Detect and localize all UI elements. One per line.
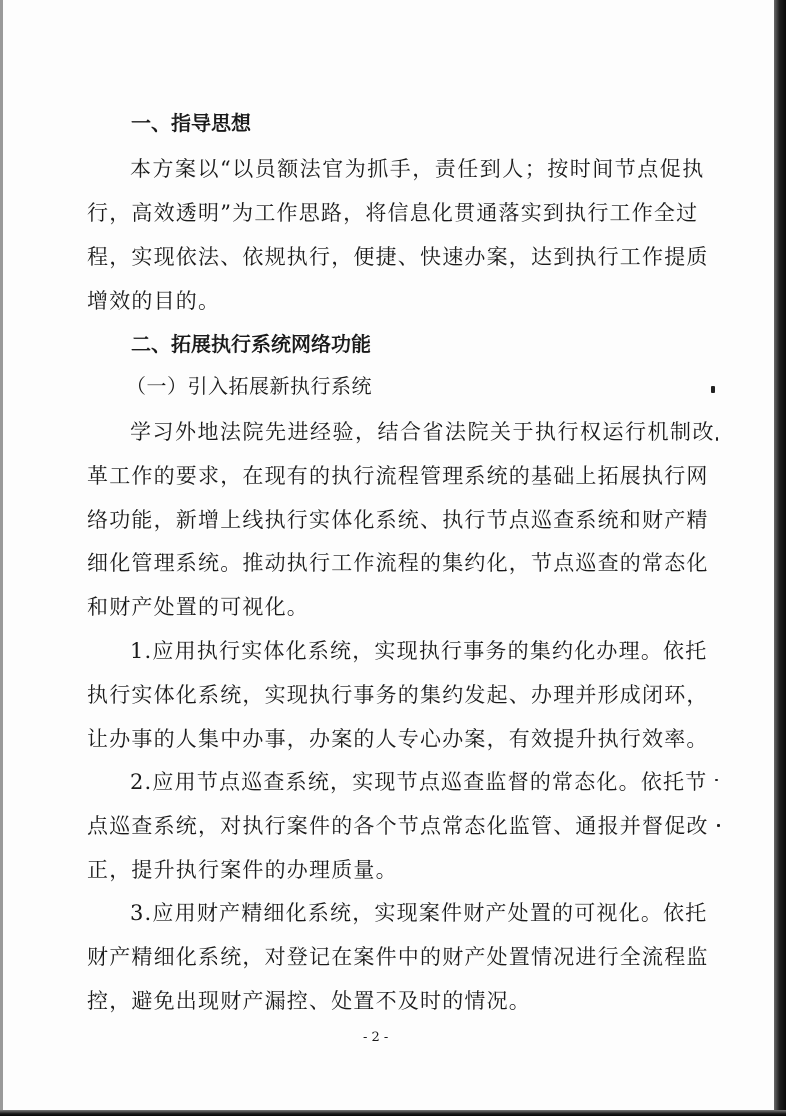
paragraph-line: 和财产处置的可视化。	[87, 595, 309, 619]
scan-edge-right	[774, 0, 786, 1116]
list-item-3-line: 3.应用财产精细化系统，实现案件财产处置的可视化。依托	[130, 901, 708, 925]
scan-speck	[717, 824, 720, 827]
list-item-3-line: 控，避免出现财产漏控、处置不及时的情况。	[87, 989, 531, 1013]
paragraph-line: 本方案以“以员额法官为抓手，责任到人；按时间节点促执	[130, 157, 705, 181]
paragraph-line: 行，高效透明”为工作思路，将信息化贯通落实到执行工作全过	[87, 201, 699, 225]
paragraph-line: 程，实现依法、依规执行，便捷、快速办案，达到执行工作提质	[87, 245, 709, 269]
list-item-3-line: 财产精细化系统，对登记在案件中的财产处置情况进行全流程监	[87, 945, 709, 969]
paragraph-line: 络功能，新增上线执行实体化系统、执行节点巡查系统和财产精	[87, 508, 709, 532]
list-item-1-line: 1.应用执行实体化系统，实现执行事务的集约化办理。依托	[130, 639, 708, 663]
list-item-2-line: 点巡查系统，对执行案件的各个节点常态化监管、通报并督促改	[87, 814, 709, 838]
scan-edge-bottom	[0, 1110, 786, 1116]
subsection-heading-1: （一）引入拓展新执行系统	[126, 374, 372, 398]
list-item-2-line: 正，提升执行案件的办理质量。	[87, 858, 398, 882]
list-item-1-line: 执行实体化系统，实现执行事务的集约发起、办理并形成闭环，	[87, 683, 709, 707]
paragraph-line: 革工作的要求，在现有的执行流程管理系统的基础上拓展执行网	[87, 464, 709, 488]
paragraph-line: 细化管理系统。推动执行工作流程的集约化，节点巡查的常态化	[87, 551, 709, 575]
paragraph-line: 学习外地法院先进经验，结合省法院关于执行权运行机制改	[130, 420, 715, 444]
page-number: - 2 -	[363, 1030, 389, 1045]
scan-speck	[716, 437, 718, 441]
list-item-2-line: 2.应用节点巡查系统，实现节点巡查监督的常态化。依托节	[130, 770, 708, 794]
scan-edge-left	[0, 0, 3, 1116]
scan-speck	[711, 386, 715, 393]
section-heading-1: 一、指导思想	[131, 111, 251, 135]
list-item-1-line: 让办事的人集中办事，办案的人专心办案，有效提升执行效率。	[87, 727, 709, 751]
paragraph-line: 增效的目的。	[87, 289, 221, 313]
scan-speck	[715, 779, 718, 781]
section-heading-2: 二、拓展执行系统网络功能	[131, 332, 371, 356]
